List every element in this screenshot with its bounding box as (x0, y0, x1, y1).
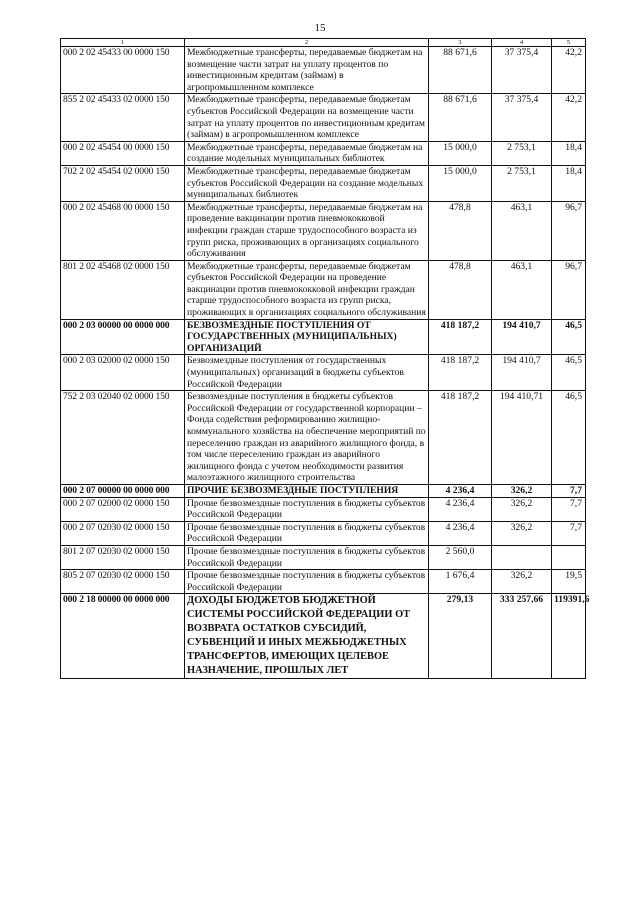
percent-cell: 18,4 (552, 165, 586, 201)
plan-value-cell: 478,8 (429, 260, 492, 319)
plan-value-cell: 418 187,2 (429, 391, 492, 485)
name-cell: ПРОЧИЕ БЕЗВОЗМЕЗДНЫЕ ПОСТУПЛЕНИЯ (185, 484, 429, 497)
fact-value-cell: 37 375,4 (492, 94, 552, 141)
fact-value-cell: 2 753,1 (492, 141, 552, 165)
name-cell: Межбюджетные трансферты, передаваемые бюджетам субъектов Российской Федерации на проведение вакцинации против пневмококковой инфекции граждан старше трудоспособного возраста из групп риска, проживающих в организациях социального обслуживания (185, 260, 429, 319)
plan-value-cell: 4 236,4 (429, 484, 492, 497)
fact-value-cell: 194 410,7 (492, 319, 552, 355)
plan-value-cell: 418 187,2 (429, 319, 492, 355)
code-cell: 000 2 03 02000 02 0000 150 (61, 355, 185, 391)
table-row (61, 545, 586, 569)
fact-value-cell: 194 410,71 (492, 391, 552, 485)
header-row (61, 39, 586, 47)
code-cell: 000 2 07 00000 00 0000 000 (61, 484, 185, 497)
plan-value-cell: 418 187,2 (429, 355, 492, 391)
plan-value-cell: 1 676,4 (429, 570, 492, 594)
name-cell: ДОХОДЫ БЮДЖЕТОВ БЮДЖЕТНОЙ СИСТЕМЫ РОССИЙСКОЙ ФЕДЕРАЦИИ ОТ ВОЗВРАТА ОСТАТКОВ СУБСИДИЙ, СУБВЕНЦИЙ И ИНЫХ МЕЖБЮДЖЕТНЫХ ТРАНСФЕРТОВ, ИМЕЮЩИХ ЦЕЛЕВОЕ НАЗНАЧЕНИЕ, ПРОШЛЫХ ЛЕТ (185, 594, 429, 679)
percent-cell: 7,7 (552, 497, 586, 521)
name-cell: Прочие безвозмездные поступления в бюджеты субъектов Российской Федерации (185, 497, 429, 521)
name-cell: Межбюджетные трансферты, передаваемые бюджетам субъектов Российской Федерации на создание модельных муниципальных библиотек (185, 165, 429, 201)
table-row (61, 141, 586, 165)
fact-value-cell (492, 545, 552, 569)
percent-cell: 46,5 (552, 391, 586, 485)
plan-value-cell: 15 000,0 (429, 165, 492, 201)
code-cell: 805 2 07 02030 02 0000 150 (61, 570, 185, 594)
page-number: 15 (314, 22, 326, 34)
code-cell: 000 2 07 02030 02 0000 150 (61, 521, 185, 545)
table-row (61, 570, 586, 594)
percent-cell: 96,7 (552, 201, 586, 260)
code-cell: 000 2 03 00000 00 0000 000 (61, 319, 185, 355)
table-row (61, 391, 586, 485)
fact-value-cell: 463,1 (492, 201, 552, 260)
table-row (61, 47, 586, 94)
name-cell: Межбюджетные трансферты, передаваемые бюджетам на проведение вакцинации против пневмококковой инфекции граждан старше трудоспособного возраста из групп риска, проживающих в организациях социального обслуживания (185, 201, 429, 260)
plan-value-cell: 15 000,0 (429, 141, 492, 165)
table-row (61, 165, 586, 201)
header-cell-percent: 5 (552, 39, 586, 47)
table-row (61, 260, 586, 319)
code-cell: 752 2 03 02040 02 0000 150 (61, 391, 185, 485)
table-row (61, 484, 586, 497)
code-cell: 000 2 02 45468 00 0000 150 (61, 201, 185, 260)
fact-value-cell: 333 257,66 (492, 594, 552, 679)
plan-value-cell: 88 671,6 (429, 47, 492, 94)
fact-value-cell: 326,2 (492, 521, 552, 545)
fact-value-cell: 2 753,1 (492, 165, 552, 201)
table-row (61, 521, 586, 545)
name-cell: Межбюджетные трансферты, передаваемые бюджетам субъектов Российской Федерации на возмещение части затрат на уплату процентов по инвестиционным кредитам (займам) в агропромышленном комплексе (185, 94, 429, 141)
name-cell: Безвозмездные поступления в бюджеты субъектов Российской Федерации от государственной корпорации – Фонда содействия реформированию жилищно-коммунального хозяйства на обеспечение мероприятий по переселению граждан из аварийного жилищного фонда, в том числе переселению граждан из аварийного жилищного фонда с учетом необходимости развития малоэтажного жилищного строительства (185, 391, 429, 485)
percent-cell: 42,2 (552, 94, 586, 141)
plan-value-cell: 279,13 (429, 594, 492, 679)
code-cell: 801 2 02 45468 02 0000 150 (61, 260, 185, 319)
fact-value-cell: 37 375,4 (492, 47, 552, 94)
percent-cell: 119391,6 (552, 594, 586, 679)
percent-cell: 19,5 (552, 570, 586, 594)
name-cell: Прочие безвозмездные поступления в бюджеты субъектов Российской Федерации (185, 521, 429, 545)
fact-value-cell: 194 410,7 (492, 355, 552, 391)
plan-value-cell: 4 236,4 (429, 497, 492, 521)
table-row (61, 201, 586, 260)
name-cell: Межбюджетные трансферты, передаваемые бюджетам на создание модельных муниципальных библиотек (185, 141, 429, 165)
table-row (61, 94, 586, 141)
name-cell: БЕЗВОЗМЕЗДНЫЕ ПОСТУПЛЕНИЯ ОТ ГОСУДАРСТВЕННЫХ (МУНИЦИПАЛЬНЫХ) ОРГАНИЗАЦИЙ (185, 319, 429, 355)
name-cell: Межбюджетные трансферты, передаваемые бюджетам на возмещение части затрат на уплату процентов по инвестиционным кредитам (займам) в агропромышленном комплексе (185, 47, 429, 94)
header-cell-fact: 4 (492, 39, 552, 47)
plan-value-cell: 478,8 (429, 201, 492, 260)
percent-cell: 96,7 (552, 260, 586, 319)
percent-cell: 46,5 (552, 355, 586, 391)
header-cell-plan: 3 (429, 39, 492, 47)
fact-value-cell: 326,2 (492, 497, 552, 521)
table-row (61, 594, 586, 679)
code-cell: 000 2 18 00000 00 0000 000 (61, 594, 185, 679)
plan-value-cell: 88 671,6 (429, 94, 492, 141)
fact-value-cell: 326,2 (492, 570, 552, 594)
code-cell: 000 2 02 45454 00 0000 150 (61, 141, 185, 165)
percent-cell: 7,7 (552, 521, 586, 545)
percent-cell: 46,5 (552, 319, 586, 355)
code-cell: 000 2 07 02000 02 0000 150 (61, 497, 185, 521)
budget-table (60, 38, 590, 679)
fact-value-cell: 326,2 (492, 484, 552, 497)
code-cell: 801 2 07 02030 02 0000 150 (61, 545, 185, 569)
table-row (61, 497, 586, 521)
name-cell: Прочие безвозмездные поступления в бюджеты субъектов Российской Федерации (185, 570, 429, 594)
table-row (61, 355, 586, 391)
code-cell: 000 2 02 45433 00 0000 150 (61, 47, 185, 94)
percent-cell: 7,7 (552, 484, 586, 497)
code-cell: 702 2 02 45454 02 0000 150 (61, 165, 185, 201)
table-row (61, 319, 586, 355)
name-cell: Безвозмездные поступления от государственных (муниципальных) организаций в бюджеты субъектов Российской Федерации (185, 355, 429, 391)
percent-cell (552, 545, 586, 569)
code-cell: 855 2 02 45433 02 0000 150 (61, 94, 185, 141)
percent-cell: 42,2 (552, 47, 586, 94)
header-cell-name: 2 (185, 39, 429, 47)
plan-value-cell: 2 560,0 (429, 545, 492, 569)
plan-value-cell: 4 236,4 (429, 521, 492, 545)
fact-value-cell: 463,1 (492, 260, 552, 319)
header-cell-code: 1 (61, 39, 185, 47)
percent-cell: 18,4 (552, 141, 586, 165)
name-cell: Прочие безвозмездные поступления в бюджеты субъектов Российской Федерации (185, 545, 429, 569)
